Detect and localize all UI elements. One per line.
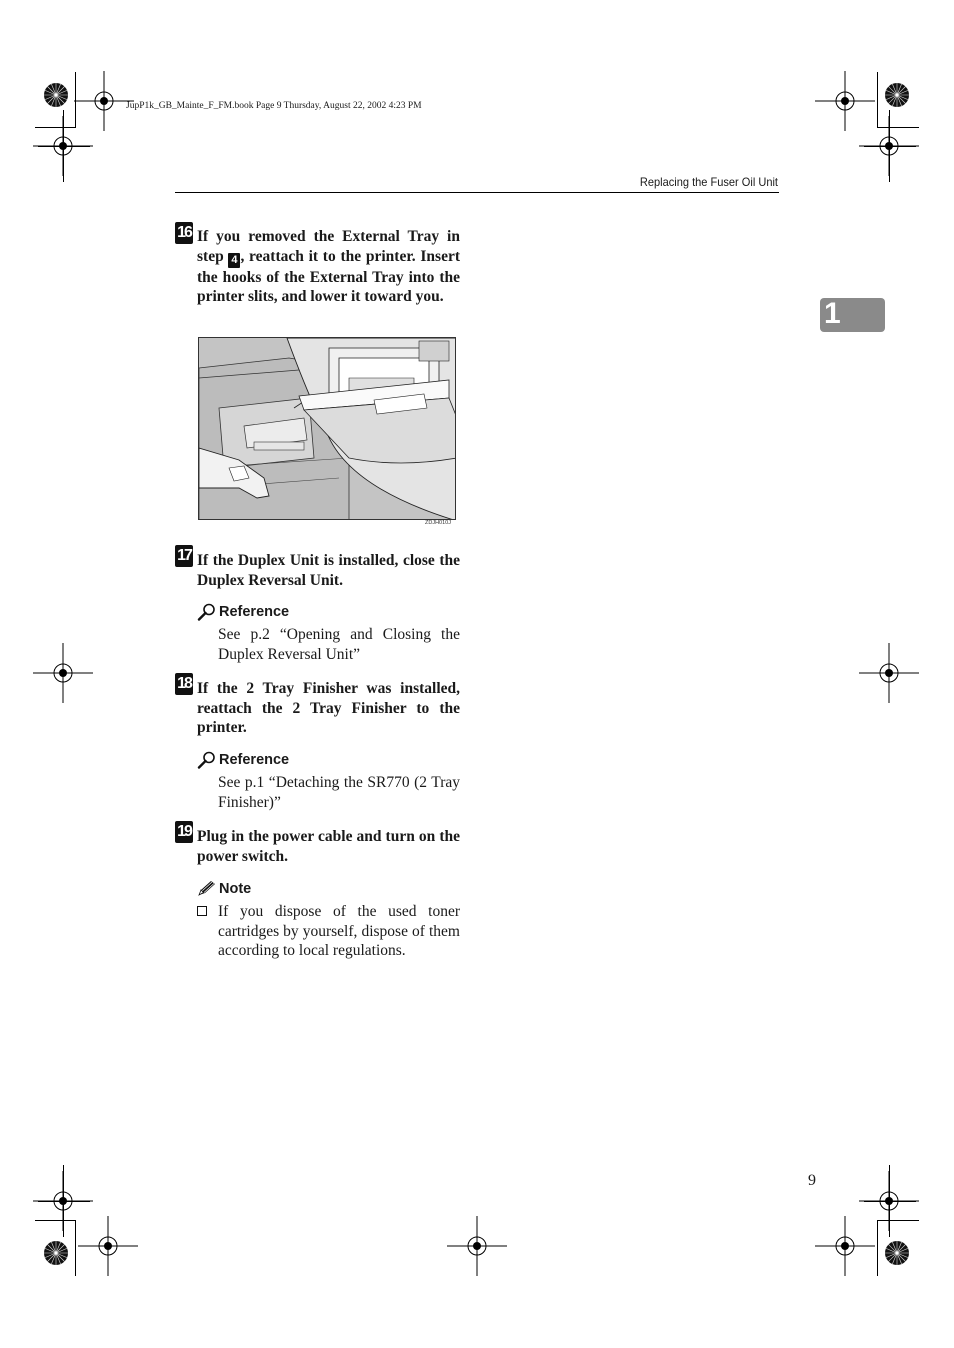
step-17-text: If the Duplex Unit is installed, close the Duplex Reversal Unit. [197, 552, 460, 589]
book-file-info: JupP1k_GB_Mainte_F_FM.book Page 9 Thursday, August 22, 2002 4:23 PM [126, 101, 422, 111]
note-heading [197, 879, 251, 899]
step-number-badge: 16 [175, 222, 193, 244]
reference-label: Reference [219, 752, 290, 768]
figure-code: ZDJH010J [425, 520, 451, 526]
step-16-text-after: , reattach it to the printer. Insert the hooks of the External Tray into the printer slits, and lower it toward you. [197, 247, 460, 306]
step-19-text: Plug in the power cable and turn on the power switch. [197, 828, 460, 865]
external-tray-figure [198, 337, 456, 520]
chapter-tab [820, 298, 885, 332]
note-item [197, 902, 460, 961]
reference-label: Reference [219, 604, 290, 620]
reference-text: See p.1 “Detaching the SR770 (2 Tray Finisher)” [218, 774, 460, 811]
step-18-text: If the 2 Tray Finisher was installed, reattach the 2 Tray Finisher to the printer. [197, 680, 460, 737]
note-label: Note [219, 881, 252, 897]
step-number-badge: 17 [175, 545, 193, 567]
step-16-text-before: If you removed the External Tray in step [197, 228, 460, 265]
chapter-tab-number: 1 [824, 297, 841, 330]
pencil-note-icon [197, 880, 217, 898]
page-number: 9 [808, 1172, 816, 1189]
reference-text: See p.2 “Opening and Closing the Duplex Reversal Unit” [218, 626, 460, 663]
reference-heading [197, 750, 289, 770]
checkbox-bullet-icon [197, 906, 207, 916]
step-number-badge: 19 [175, 821, 193, 843]
header-rule [175, 192, 779, 193]
running-title: Replacing the Fuser Oil Unit [639, 175, 778, 189]
magnifier-icon [197, 751, 217, 769]
step-number-badge: 18 [175, 673, 193, 695]
step-ref-badge: 4 [228, 253, 240, 268]
reference-heading [197, 602, 289, 622]
step-16-text [197, 227, 460, 307]
printer-external-tray-illustration-icon [199, 338, 456, 520]
magnifier-icon [197, 603, 217, 621]
note-text: If you dispose of the used toner cartridges by yourself, dispose of them according to local regulations. [218, 903, 460, 960]
